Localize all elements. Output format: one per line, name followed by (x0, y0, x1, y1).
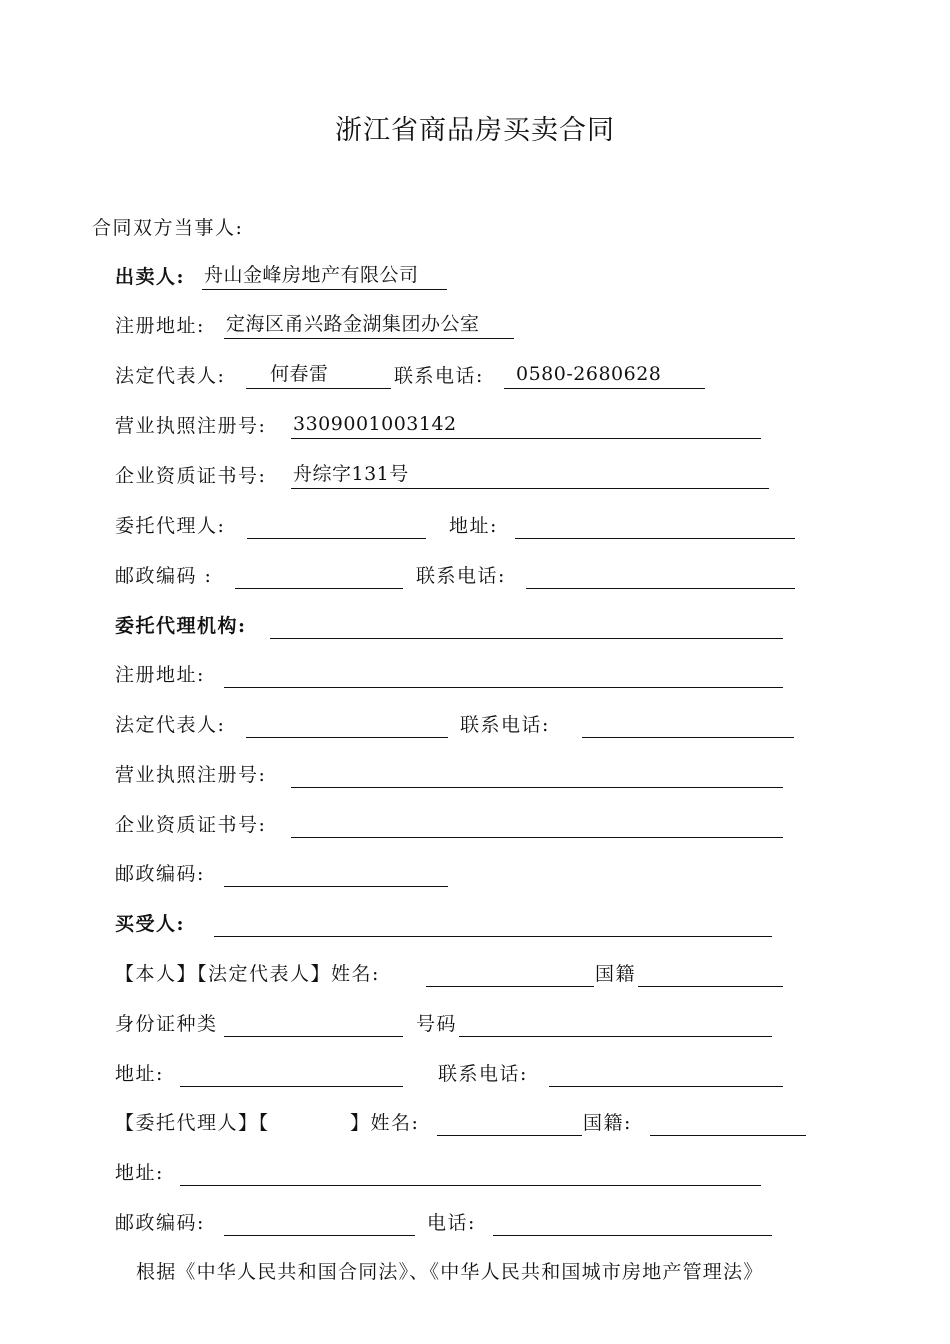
seller-postcode-field[interactable] (235, 561, 403, 589)
agency-phone-field[interactable] (582, 710, 794, 738)
buyer-nationality-field[interactable] (638, 959, 783, 987)
buyer-agent-phone-label: 电话: (427, 1212, 476, 1234)
buyer-agent-address-label: 地址: (115, 1162, 164, 1184)
buyer-id-type-label: 身份证种类 (115, 1013, 218, 1035)
basis-text: 根据《中华人民共和国合同法》、《中华人民共和国城市房地产管理法》 (136, 1261, 764, 1283)
seller-reg-address-label: 注册地址: (115, 315, 205, 337)
seller-agent-phone-label: 联系电话: (416, 565, 506, 587)
document-title: 浙江省商品房买卖合同 (335, 115, 615, 146)
agency-postcode-field[interactable] (224, 859, 448, 887)
buyer-phone-label: 联系电话: (438, 1063, 528, 1085)
buyer-agent-bracket-right: 】姓名: (350, 1112, 420, 1134)
seller-license-field[interactable]: 3309001003142 (291, 411, 761, 439)
seller-legal-rep-label: 法定代表人: (115, 365, 226, 387)
seller-name-field[interactable]: 舟山金峰房地产有限公司 (202, 262, 447, 290)
agency-postcode-label: 邮政编码: (115, 863, 205, 885)
seller-agent-address-label: 地址: (449, 515, 498, 537)
buyer-label: 买受人: (115, 913, 186, 935)
seller-agent-phone-field[interactable] (526, 561, 795, 589)
agency-legal-rep-field[interactable] (246, 710, 448, 738)
seller-license-label: 营业执照注册号: (115, 415, 267, 437)
buyer-agent-nationality-field[interactable] (650, 1108, 806, 1136)
parties-heading: 合同双方当事人: (92, 217, 244, 239)
buyer-phone-field[interactable] (549, 1059, 783, 1087)
agency-name-field[interactable] (270, 611, 783, 639)
agency-reg-address-label: 注册地址: (115, 664, 205, 686)
seller-agent-field[interactable] (247, 511, 426, 539)
seller-reg-address-field[interactable]: 定海区甬兴路金湖集团办公室 (224, 311, 514, 339)
buyer-agent-address-field[interactable] (180, 1158, 761, 1186)
agency-label: 委托代理机构: (115, 615, 247, 637)
seller-postcode-label: 邮政编码 : (115, 565, 213, 587)
seller-qualification-label: 企业资质证书号: (115, 465, 267, 487)
buyer-id-number-label: 号码 (416, 1013, 458, 1035)
seller-label: 出卖人: (115, 266, 186, 288)
buyer-agent-phone-field[interactable] (493, 1208, 772, 1236)
agency-qualification-field[interactable] (291, 810, 783, 838)
agency-license-field[interactable] (291, 760, 783, 788)
agency-reg-address-field[interactable] (224, 660, 783, 688)
seller-agent-label: 委托代理人: (115, 515, 226, 537)
agency-phone-label: 联系电话: (460, 714, 550, 736)
agency-legal-rep-label: 法定代表人: (115, 714, 226, 736)
buyer-name-input[interactable] (426, 959, 594, 987)
buyer-id-number-field[interactable] (459, 1009, 772, 1037)
buyer-nationality-label: 国籍 (595, 963, 637, 985)
buyer-agent-name-field[interactable] (437, 1108, 582, 1136)
buyer-self-bracket-label: 【本人】【法定代表人】姓名: (115, 963, 380, 985)
buyer-agent-postcode-label: 邮政编码: (115, 1212, 205, 1234)
buyer-id-type-field[interactable] (224, 1009, 403, 1037)
buyer-agent-bracket-left: 【委托代理人】【 (115, 1112, 270, 1134)
agency-qualification-label: 企业资质证书号: (115, 814, 267, 836)
buyer-address-label: 地址: (115, 1063, 164, 1085)
seller-phone-label: 联系电话: (394, 365, 484, 387)
seller-agent-address-field[interactable] (515, 511, 795, 539)
buyer-name-field[interactable] (214, 909, 772, 937)
agency-license-label: 营业执照注册号: (115, 764, 267, 786)
buyer-address-field[interactable] (180, 1059, 403, 1087)
seller-legal-rep-field[interactable]: 何春雷 (246, 361, 391, 389)
buyer-agent-postcode-field[interactable] (224, 1208, 415, 1236)
seller-qualification-field[interactable]: 舟综字131号 (291, 461, 769, 489)
buyer-agent-nationality-label: 国籍: (583, 1112, 632, 1134)
seller-phone-field[interactable]: 0580-2680628 (504, 361, 705, 389)
